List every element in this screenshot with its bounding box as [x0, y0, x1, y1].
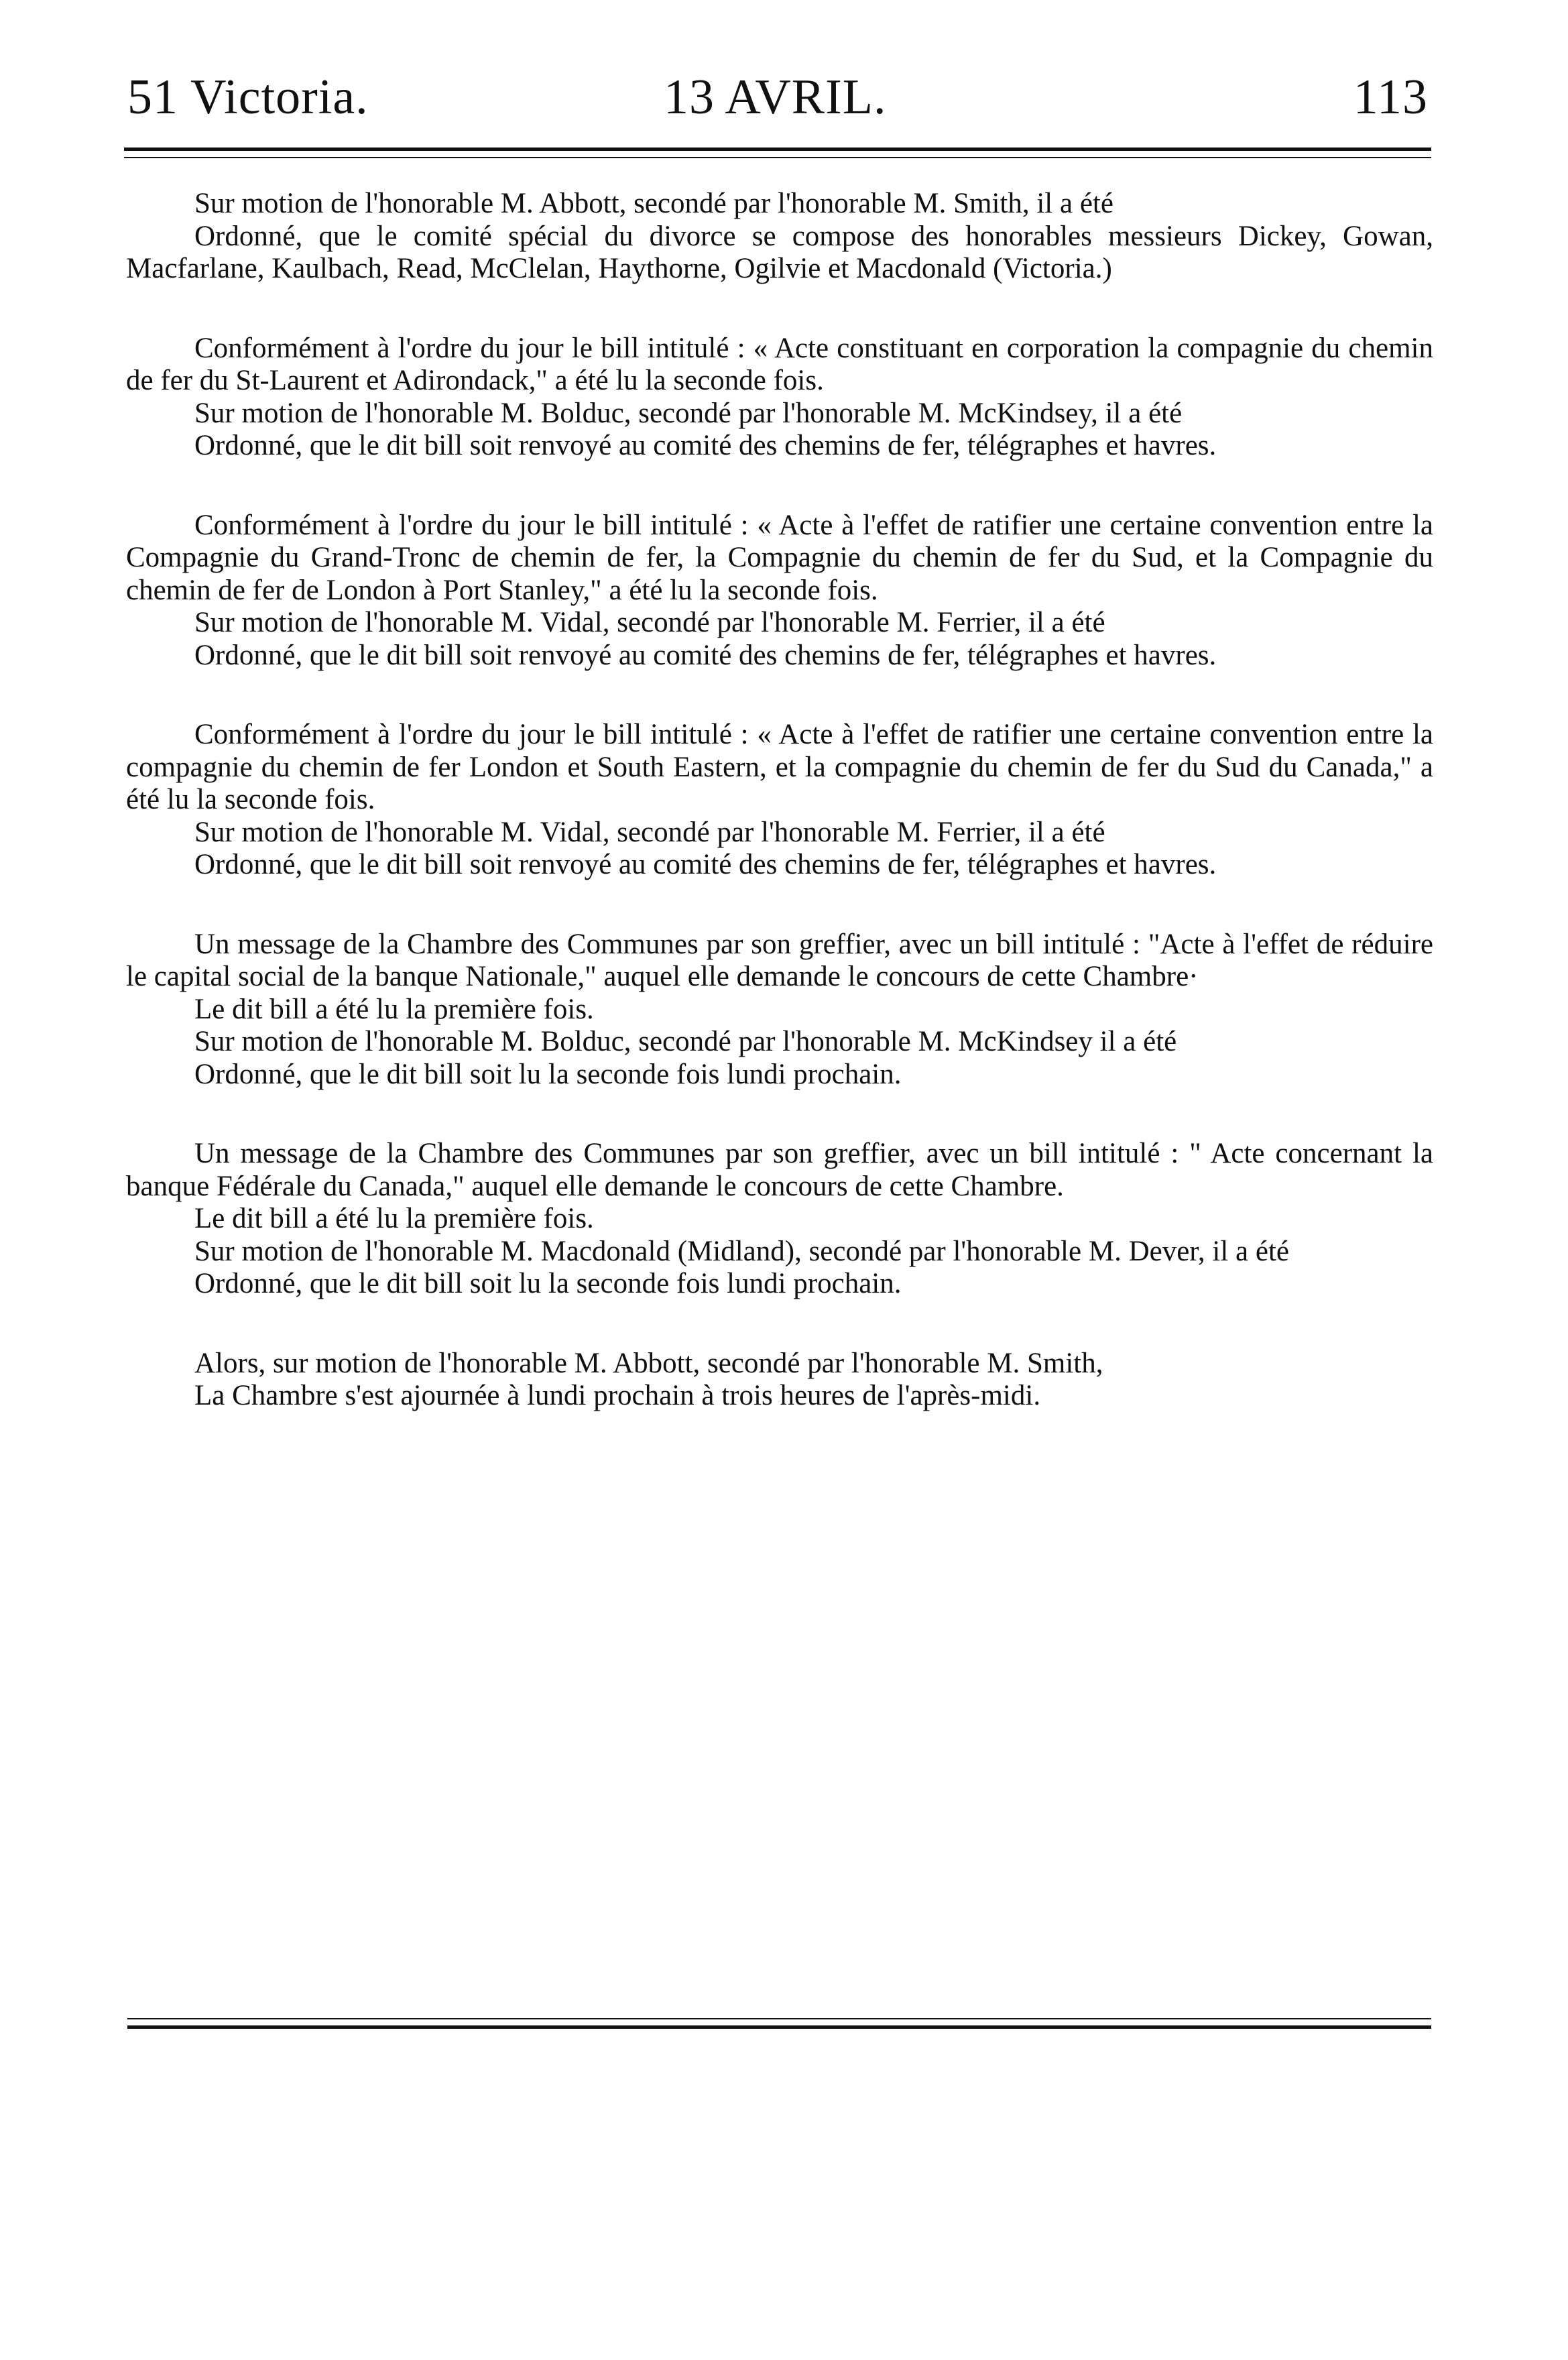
paragraph: Sur motion de l'honorable M. Vidal, secondé par l'honorable M. Ferrier, il a été [194, 816, 1105, 848]
paragraph: Sur motion de l'honorable M. Bolduc, secondé par l'honorable M. McKindsey, il a été [194, 397, 1183, 429]
paragraph: Ordonné, que le dit bill soit renvoyé au comité des chemins de fer, télégraphes et havres. [194, 639, 1217, 671]
running-head-session: 51 Victoria. [127, 70, 369, 125]
paragraph: Un message de la Chambre des Communes par son greffier, avec un bill intitulé : "Acte à l'effet de réduire le capital social de la banque Nationale," auquel elle demande le concours de cette Chambre· [126, 928, 1433, 992]
paragraph: Sur motion de l'honorable M. Vidal, secondé par l'honorable M. Ferrier, il a été [194, 607, 1105, 638]
paragraph: Ordonné, que le comité spécial du divorce se compose des honorables messieurs Dickey, Gowan, Macfarlane, Kaulbach, Read, McClelan, Haythorne, Ogilvie et Macdonald (Victoria.) [126, 220, 1433, 284]
paragraph: Ordonné, que le dit bill soit lu la seconde fois lundi prochain. [194, 1058, 902, 1090]
paragraph: Ordonné, que le dit bill soit lu la seconde fois lundi prochain. [194, 1268, 902, 1299]
paragraph: La Chambre s'est ajournée à lundi prochain à trois heures de l'après-midi. [194, 1380, 1041, 1411]
paragraph: Ordonné, que le dit bill soit renvoyé au comité des chemins de fer, télégraphes et havres. [194, 849, 1217, 880]
running-head-date: 13 AVRIL. [664, 70, 887, 125]
page-header [127, 67, 1428, 127]
paragraph: Ordonné, que le dit bill soit renvoyé au comité des chemins de fer, télégraphes et havres. [194, 430, 1217, 461]
header-rule [124, 148, 1431, 158]
paragraph: Sur motion de l'honorable M. Macdonald (Midland), secondé par l'honorable M. Dever, il a été [194, 1235, 1289, 1267]
paragraph: Conformément à l'ordre du jour le bill intitulé : « Acte à l'effet de ratifier une certaine convention entre la compagnie du chemin de fer London et South Eastern, et la compagnie du chemin de fer du Sud du Canada," a été lu la seconde fois. [126, 719, 1433, 815]
footer-rule [127, 2018, 1431, 2029]
paragraph: Un message de la Chambre des Communes par son greffier, avec un bill intitulé : " Acte concernant la banque Fédérale du Canada," auquel elle demande le concours de cette Chambre. [126, 1138, 1433, 1202]
journal-body [126, 188, 1433, 1413]
paragraph: Conformément à l'ordre du jour le bill intitulé : « Acte à l'effet de ratifier une certaine convention entre la Compagnie du Grand-Tronc de chemin de fer, la Compagnie du chemin de fer du Sud, et la Compagnie du chemin de fer de London à Port Stanley," a été lu la seconde fois. [126, 509, 1433, 606]
paragraph: Alors, sur motion de l'honorable M. Abbott, secondé par l'honorable M. Smith, [194, 1347, 1103, 1379]
page-number: 113 [1353, 70, 1428, 125]
paragraph: Le dit bill a été lu la première fois. [194, 1203, 594, 1234]
paragraph: Sur motion de l'honorable M. Abbott, secondé par l'honorable M. Smith, il a été [194, 188, 1113, 219]
paragraph: Sur motion de l'honorable M. Bolduc, secondé par l'honorable M. McKindsey il a été [194, 1026, 1177, 1057]
paragraph: Le dit bill a été lu la première fois. [194, 993, 594, 1025]
paragraph: Conformément à l'ordre du jour le bill intitulé : « Acte constituant en corporation la compagnie du chemin de fer du St-Laurent et Adirondack," a été lu la seconde fois. [126, 332, 1433, 396]
